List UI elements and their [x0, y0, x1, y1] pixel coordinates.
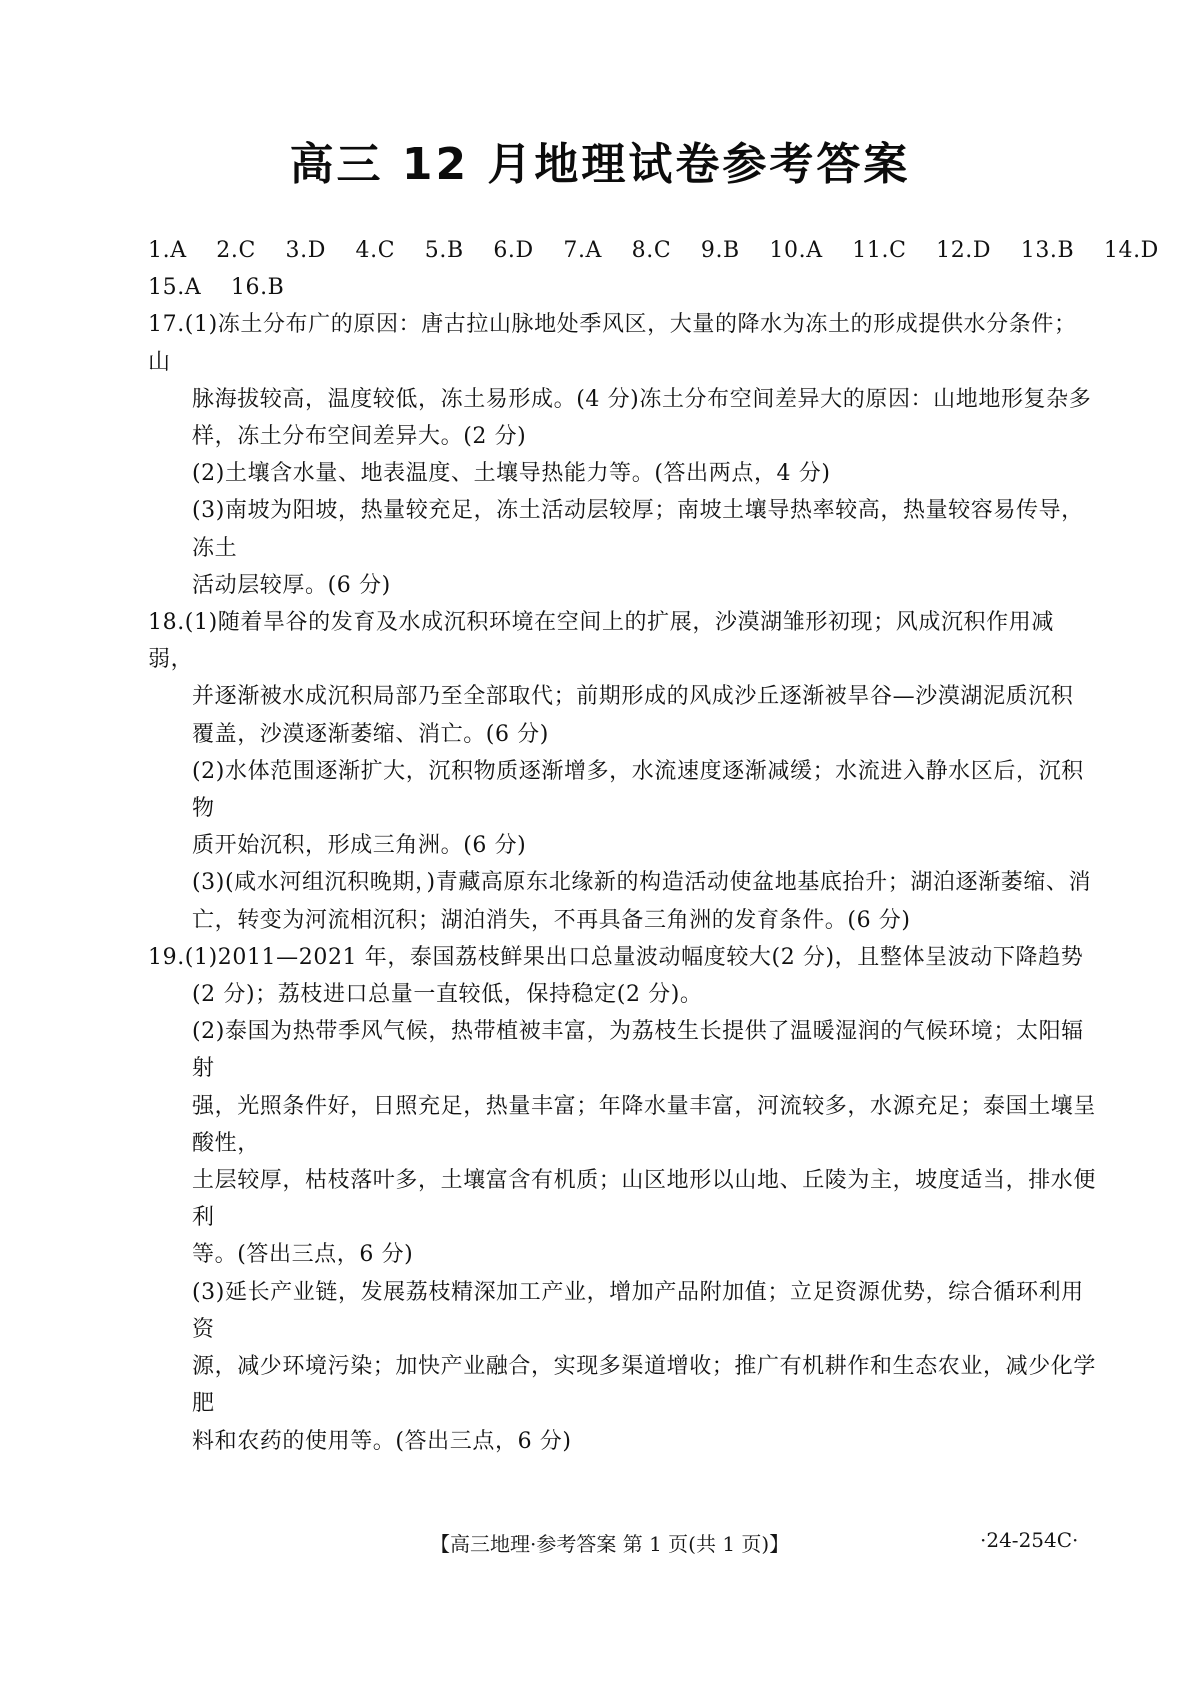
- answer-line: 亡，转变为河流相沉积；湖泊消失，不再具备三角洲的发育条件。(6 分): [192, 907, 911, 933]
- question-18: [148, 604, 1098, 939]
- mc-answer: 15.A: [148, 275, 202, 301]
- mc-answer: 13.B: [1020, 238, 1075, 263]
- question-17: [148, 306, 1098, 604]
- mc-answer: 10.A: [769, 238, 823, 263]
- mc-answer: 2.C: [216, 238, 256, 263]
- answer-line: 料和农药的使用等。(答出三点，6 分): [192, 1428, 572, 1454]
- q18-part-2: [148, 753, 1098, 865]
- q18-part-1: [148, 604, 1098, 753]
- mc-answers-line-2: [148, 269, 1098, 306]
- answer-line: 等。(答出三点，6 分): [192, 1242, 414, 1268]
- answer-line: 源，减少环境污染；加快产业融合，实现多渠道增收；推广有机耕作和生态农业，减少化学肥: [192, 1354, 1097, 1417]
- answer-line: 质开始沉积，形成三角洲。(6 分): [192, 833, 527, 859]
- mc-answer: 1.A: [148, 238, 187, 263]
- q19-part-3: [148, 1274, 1098, 1460]
- mc-answer: 4.C: [355, 238, 396, 263]
- mc-answer: 7.A: [563, 238, 603, 263]
- answer-line: (3)南坡为阳坡，热量较充足，冻土活动层较厚；南坡土壤导热率较高，热量较容易传导，冻土: [192, 498, 1084, 561]
- answer-line: (1)2011—2021 年，泰国荔枝鲜果出口总量波动幅度较大(2 分)，且整体呈波动下降趋势: [184, 944, 1084, 970]
- answer-line: (2 分)；荔枝进口总量一直较低，保持稳定(2 分)。: [192, 982, 703, 1008]
- q18-part-3: [148, 864, 1098, 938]
- answer-line: (3)(咸水河组沉积晚期，)青藏高原东北缘新的构造活动使盆地基底抬升；湖泊逐渐萎缩、消: [192, 870, 1092, 896]
- answer-line: 并逐渐被水成沉积局部乃至全部取代；前期形成的风成沙丘逐渐被旱谷—沙漠湖泥质沉积: [192, 684, 1074, 710]
- mc-answer: 16.B: [230, 275, 285, 301]
- mc-answer: 9.B: [700, 238, 740, 263]
- footer-page-label: 【高三地理·参考答案 第 1 页(共 1 页)】: [430, 1532, 790, 1556]
- answer-line: (2)水体范围逐渐扩大，沉积物质逐渐增多，水流速度逐渐减缓；水流进入静水区后，沉积物: [192, 758, 1084, 822]
- answer-line: (1)随着旱谷的发育及水成沉积环境在空间上的扩展，沙漠湖雏形初现；风成沉积作用减弱，: [148, 610, 1054, 673]
- q19-part-2: [148, 1013, 1098, 1273]
- mc-answer: 14.D: [1103, 238, 1159, 263]
- q17-part-1: [148, 306, 1098, 455]
- q19-part-1: [148, 939, 1098, 1013]
- answer-line: (3)延长产业链，发展荔枝精深加工产业，增加产品附加值；立足资源优势，综合循环利用资: [192, 1279, 1084, 1342]
- answer-line: (1)冻土分布广的原因：唐古拉山脉地处季风区，大量的降水为冻土的形成提供水分条件；山: [148, 312, 1077, 375]
- question-number: 17.: [148, 312, 185, 338]
- mc-answer: 6.D: [493, 238, 534, 263]
- q17-part-3: [148, 492, 1098, 604]
- answer-line: 强，光照条件好，日照充足，热量丰富；年降水量丰富，河流较多，水源充足；泰国土壤呈酸性，: [192, 1093, 1097, 1156]
- answer-line: 样，冻土分布空间差异大。(2 分): [192, 424, 527, 450]
- q17-part-2: [148, 455, 1098, 492]
- mc-answer: 5.B: [424, 238, 464, 263]
- page-title: 高三 12 月地理试卷参考答案: [289, 139, 911, 190]
- question-19: [148, 939, 1098, 1460]
- answer-line: 活动层较厚。(6 分): [192, 572, 391, 598]
- answer-line: (2)土壤含水量、地表温度、土壤导热能力等。(答出两点，4 分): [192, 461, 831, 487]
- answer-line: 覆盖，沙漠逐渐萎缩、消亡。(6 分): [192, 721, 549, 747]
- mc-answer: 8.C: [631, 238, 672, 263]
- answer-line: (2)泰国为热带季风气候，热带植被丰富，为荔枝生长提供了温暖湿润的气候环境；太阳辐射: [192, 1019, 1084, 1082]
- answer-line: 土层较厚，枯枝落叶多，土壤富含有机质；山区地形以山地、丘陵为主，坡度适当，排水便利: [192, 1168, 1097, 1231]
- footer-doc-code: ·24-254C·: [980, 1528, 1079, 1552]
- mc-answers-line-1: [148, 232, 1159, 269]
- mc-answer: 11.C: [852, 238, 907, 263]
- question-number: 18.: [148, 610, 185, 636]
- mc-answer: 12.D: [936, 238, 992, 263]
- question-number: 19.: [148, 944, 185, 970]
- answer-body: [148, 232, 1159, 1460]
- answer-line: 脉海拔较高，温度较低，冻土易形成。(4 分)冻土分布空间差异大的原因：山地地形复杂多: [192, 386, 1092, 412]
- mc-answer: 3.D: [285, 238, 326, 263]
